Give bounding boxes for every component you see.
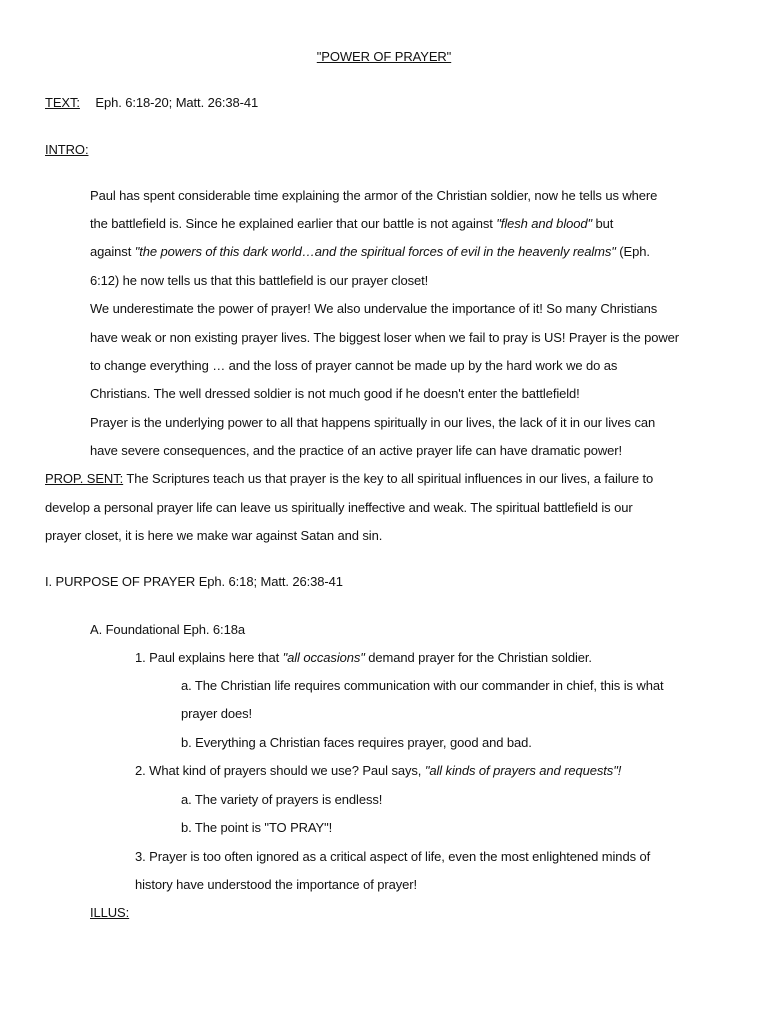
- page-title: "POWER OF PRAYER": [316, 49, 452, 64]
- outline-subitem: a. The Christian life requires communication with our commander in chief, this is what: [181, 678, 664, 693]
- outline-subitem: prayer does!: [181, 706, 253, 721]
- prop-sent-line: prayer closet, it is here we make war against Satan and sin.: [45, 528, 383, 543]
- intro-line: We underestimate the power of prayer! We also undervalue the importance of it! So many Christians: [90, 301, 658, 316]
- outline-subitem: b. The point is "TO PRAY"!: [181, 820, 333, 835]
- intro-line: Paul has spent considerable time explaining the armor of the Christian soldier, now he tells us where: [90, 188, 658, 203]
- intro-line: Prayer is the underlying power to all that happens spiritually in our lives, the lack of it in our lives can: [90, 415, 656, 430]
- prop-sent-line: develop a personal prayer life can leave us spiritually ineffective and weak. The spiritual battlefield is our: [45, 500, 633, 515]
- intro-quote: "flesh and blood": [496, 216, 593, 231]
- outline-text: 2. What kind of prayers should we use? Paul says,: [135, 763, 425, 778]
- intro-line: to change everything … and the loss of prayer cannot be made up by the hard work we do as: [90, 358, 618, 373]
- intro-text: the battlefield is. Since he explained earlier that our battle is not against: [90, 216, 497, 231]
- intro-label: INTRO:: [45, 142, 89, 157]
- prop-sent-line: [45, 470, 653, 488]
- outline-item: [135, 762, 621, 780]
- intro-line: [90, 215, 613, 233]
- section-heading: I. PURPOSE OF PRAYER Eph. 6:18; Matt. 26:38-41: [45, 574, 343, 589]
- prop-sent-label: PROP. SENT:: [45, 471, 124, 486]
- illus-label: ILLUS:: [90, 905, 130, 920]
- text-reference: Eph. 6:18-20; Matt. 26:38-41: [95, 95, 259, 110]
- intro-quote: "the powers of this dark world…and the spiritual forces of evil in the heavenly realms": [134, 244, 616, 259]
- outline-subitem: b. Everything a Christian faces requires prayer, good and bad.: [181, 735, 532, 750]
- outline-point: A. Foundational Eph. 6:18a: [90, 622, 245, 637]
- intro-text: but: [592, 216, 614, 231]
- intro-line: Christians. The well dressed soldier is not much good if he doesn't enter the battlefield!: [90, 386, 580, 401]
- text-line: [45, 94, 258, 112]
- outline-subitem: a. The variety of prayers is endless!: [181, 792, 383, 807]
- intro-line: have weak or non existing prayer lives. The biggest loser when we fail to pray is US! Prayer is the power: [90, 330, 679, 345]
- outline-item: [135, 649, 592, 667]
- outline-quote: "all kinds of prayers and requests"!: [424, 763, 622, 778]
- outline-quote: "all occasions": [282, 650, 365, 665]
- outline-text: 1. Paul explains here that: [135, 650, 283, 665]
- intro-line: [90, 243, 650, 261]
- intro-text: (Eph.: [615, 244, 650, 259]
- prop-sent-text: The Scriptures teach us that prayer is the key to all spiritual influences in our lives, a failure to: [123, 471, 654, 486]
- outline-text: demand prayer for the Christian soldier.: [364, 650, 592, 665]
- outline-item: 3. Prayer is too often ignored as a critical aspect of life, even the most enlightened minds of: [135, 849, 651, 864]
- outline-item: history have understood the importance of prayer!: [135, 877, 417, 892]
- intro-text: against: [90, 244, 135, 259]
- intro-line: 6:12) he now tells us that this battlefield is our prayer closet!: [90, 273, 429, 288]
- intro-line: have severe consequences, and the practice of an active prayer life can have dramatic power!: [90, 443, 623, 458]
- text-label: TEXT:: [45, 95, 80, 110]
